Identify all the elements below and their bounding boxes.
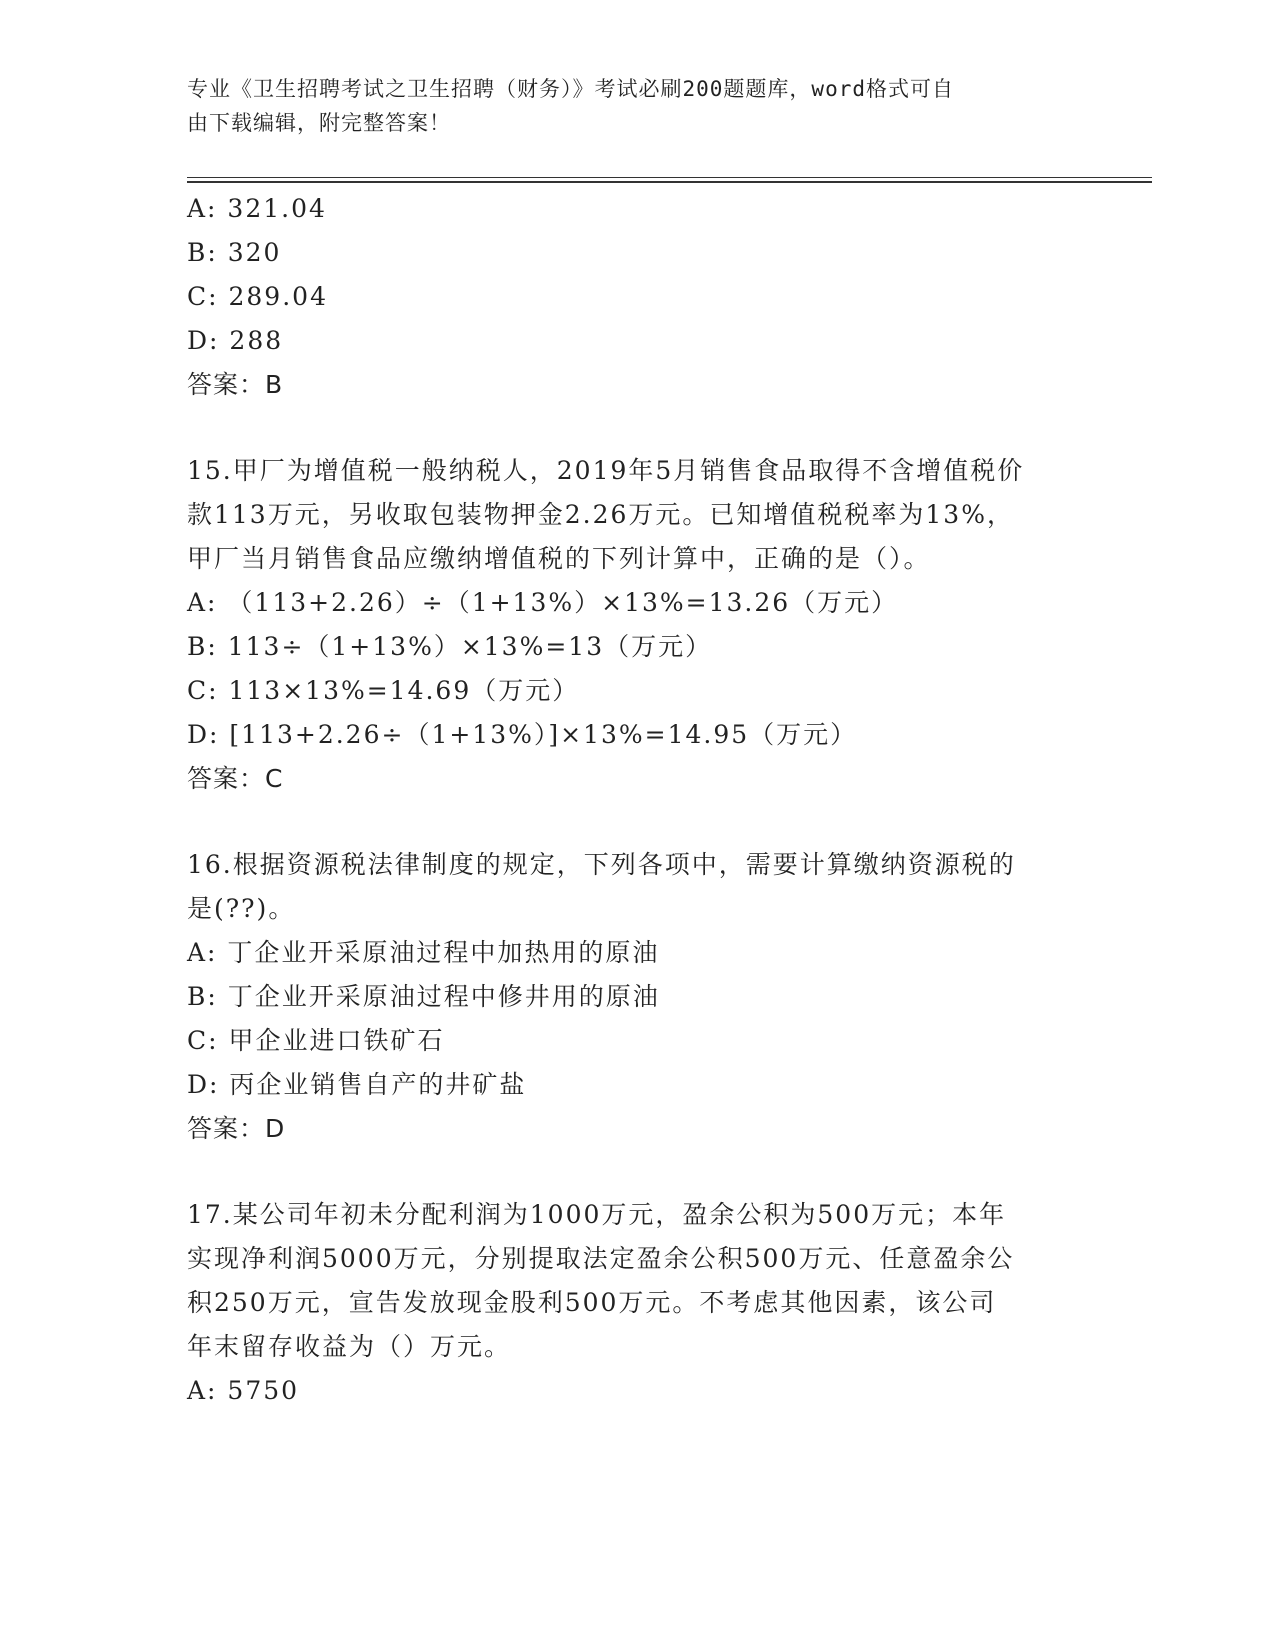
q17-option-a: A: 5750 bbox=[187, 1376, 300, 1405]
document-header bbox=[187, 72, 1067, 140]
q16-stem-line-1: 16.根据资源税法律制度的规定，下列各项中，需要计算缴纳资源税的 bbox=[187, 850, 1016, 879]
q14-option-a: A: 321.04 bbox=[187, 194, 327, 223]
q15-stem-line-2: 款113万元，另收取包装物押金2.26万元。已知增值税税率为13%， bbox=[187, 500, 1014, 529]
q15-stem-line-3: 甲厂当月销售食品应缴纳增值税的下列计算中，正确的是（）。 bbox=[187, 544, 931, 573]
q15-option-d: D: [113+2.26÷（1+13%）]×13%=14.95（万元） bbox=[187, 720, 858, 749]
q15-option-b: B: 113÷（1+13%）×13%=13（万元） bbox=[187, 632, 713, 661]
header-divider-thin bbox=[187, 177, 1152, 178]
q14-option-c: C: 289.04 bbox=[187, 282, 328, 311]
q16-option-c: C: 甲企业进口铁矿石 bbox=[187, 1026, 445, 1055]
q14-option-b: B: 320 bbox=[187, 238, 282, 267]
q16-option-a: A: 丁企业开采原油过程中加热用的原油 bbox=[187, 938, 660, 967]
q16-option-b: B: 丁企业开采原油过程中修井用的原油 bbox=[187, 982, 660, 1011]
q16-answer: 答案：D bbox=[187, 1114, 286, 1143]
q15-stem-line-1: 15.甲厂为增值税一般纳税人，2019年5月销售食品取得不含增值税价 bbox=[187, 456, 1025, 485]
header-line-1: 专业《卫生招聘考试之卫生招聘（财务）》考试必刷200题题库，word格式可自 bbox=[187, 77, 954, 101]
q17-stem-line-1: 17.某公司年初未分配利润为1000万元，盈余公积为500万元；本年 bbox=[187, 1200, 1007, 1229]
q14-answer: 答案：B bbox=[187, 370, 284, 399]
q15-option-a: A: （113+2.26）÷（1+13%）×13%=13.26（万元） bbox=[187, 588, 899, 617]
q16-option-d: D: 丙企业销售自产的井矿盐 bbox=[187, 1070, 527, 1099]
q17-stem-line-4: 年末留存收益为（）万元。 bbox=[187, 1332, 512, 1361]
q15-answer: 答案：C bbox=[187, 764, 284, 793]
q16-stem-line-2: 是(??)。 bbox=[187, 894, 296, 923]
header-divider-thick bbox=[187, 181, 1152, 183]
header-line-2: 由下载编辑，附完整答案！ bbox=[187, 111, 451, 135]
q17-stem-line-2: 实现净利润5000万元，分别提取法定盈余公积500万元、任意盈余公 bbox=[187, 1244, 1015, 1273]
q14-option-d: D: 288 bbox=[187, 326, 284, 355]
q15-option-c: C: 113×13%=14.69（万元） bbox=[187, 676, 580, 705]
q17-stem-line-3: 积250万元，宣告发放现金股利500万元。不考虑其他因素，该公司 bbox=[187, 1288, 997, 1317]
